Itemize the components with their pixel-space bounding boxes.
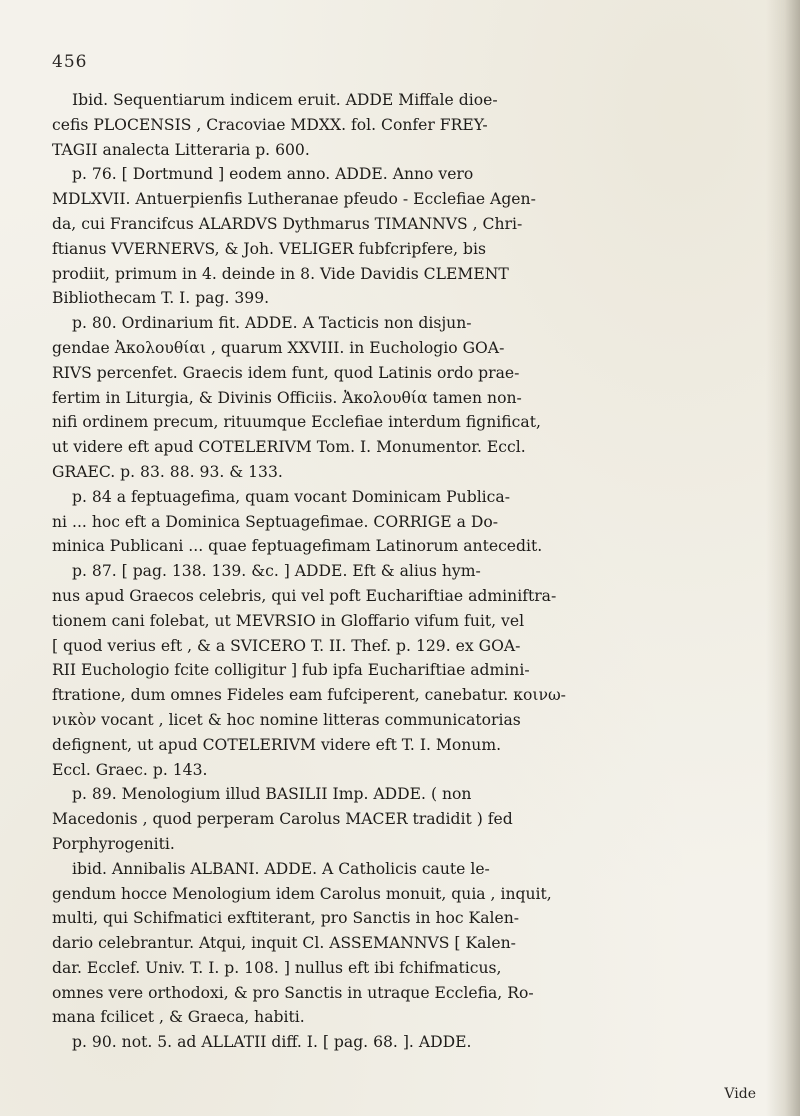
text-line: ftratione, dum omnes Fideles eam fufciperent, canebatur. κοινω- — [52, 686, 566, 705]
page-edge-shadow — [766, 0, 800, 1116]
text-line: dario celebrantur. Atqui, inquit Cl. ASSEMANNVS [ Kalen- — [52, 934, 516, 953]
text-line: minica Publicani ... quae feptuagefimam Latinorum antecedit. — [52, 537, 543, 556]
text-line: p. 87. [ pag. 138. 139. &c. ] ADDE. Eft & alius hym- — [72, 562, 481, 581]
text-line: mana fcilicet , & Graeca, habiti. — [52, 1008, 305, 1027]
text-line: MDLXVII. Antuerpienfis Lutheranae pfeudo - Ecclefiae Agen- — [52, 190, 536, 209]
text-line: ftianus VVERNERVS, & Joh. VELIGER fubfcripfere, bis — [52, 239, 486, 258]
text-line: fertim in Liturgia, & Divinis Officiis. Ἀκολουθία tamen non- — [52, 388, 522, 407]
page-number: 456 — [52, 52, 88, 72]
text-line: nus apud Graecos celebris, qui vel poft Euchariftiae adminiftra- — [52, 586, 557, 605]
text-line: gendum hocce Menologium idem Carolus monuit, quia , inquit, — [52, 884, 552, 903]
text-line: defignent, ut apud COTELERIVM videre eft T. I. Monum. — [52, 735, 502, 754]
text-line: Macedonis , quod perperam Carolus MACER tradidit ) fed — [52, 810, 513, 829]
text-line: p. 84 a feptuagefima, quam vocant Dominicam Publica- — [72, 487, 510, 506]
text-line: RIVS percenfet. Graecis idem funt, quod Latinis ordo prae- — [52, 363, 520, 382]
text-line: [ quod verius eft , & a SVICERO T. II. Thef. p. 129. ex GOA- — [52, 636, 521, 655]
text-line: Bibliothecam T. I. pag. 399. — [52, 289, 270, 308]
text-line: p. 76. [ Dortmund ] eodem anno. ADDE. Anno vero — [72, 165, 474, 184]
catchword: Vide — [724, 1086, 756, 1102]
text-line: ni ... hoc eft a Dominica Septuagefimae. CORRIGE a Do- — [52, 512, 498, 531]
text-line: prodiit, primum in 4. deinde in 8. Vide Davidis CLEMENT — [52, 264, 509, 283]
text-line: p. 80. Ordinarium fit. ADDE. A Tacticis non disjun- — [72, 314, 472, 333]
text-line: Ibid. Sequentiarum indicem eruit. ADDE Miffale dioe- — [72, 91, 498, 109]
text-line: νικὸν vocant , licet & hoc nomine litteras communicatorias — [52, 710, 521, 729]
text-line: Porphyrogeniti. — [52, 834, 175, 853]
body-text — [52, 88, 756, 1055]
text-line: ibid. Annibalis ALBANI. ADDE. A Catholicis caute le- — [72, 859, 490, 878]
text-line: omnes vere orthodoxi, & pro Sanctis in utraque Ecclefia, Ro- — [52, 983, 534, 1002]
text-line: RII Euchologio fcite colligitur ] fub ipfa Euchariftiae admini- — [52, 661, 530, 680]
text-line: dar. Ecclef. Univ. T. I. p. 108. ] nullus eft ibi fchifmaticus, — [52, 958, 502, 977]
text-line: TAGII analecta Litteraria p. 600. — [52, 140, 310, 159]
text-line: da, cui Francifcus ALARDVS Dythmarus TIMANNVS , Chri- — [52, 214, 523, 233]
text-line: cefis PLOCENSIS , Cracoviae MDXX. fol. Confer FREY- — [52, 115, 488, 134]
text-line: gendae Ἀκολουθίαι , quarum XXVIII. in Euchologio GOA- — [52, 338, 505, 357]
text-line: tionem cani folebat, ut MEVRSIO in Gloffario vifum fuit, vel — [52, 611, 525, 630]
text-line: multi, qui Schifmatici exftiterant, pro Sanctis in hoc Kalen- — [52, 909, 520, 928]
text-line: p. 90. not. 5. ad ALLATII diff. I. [ pag. 68. ]. ADDE. — [72, 1033, 472, 1052]
text-line: Eccl. Graec. p. 143. — [52, 760, 208, 779]
text-line: GRAEC. p. 83. 88. 93. & 133. — [52, 462, 283, 481]
text-line: p. 89. Menologium illud BASILII Imp. ADDE. ( non — [72, 785, 472, 804]
text-line: nifi ordinem precum, rituumque Ecclefiae interdum fignificat, — [52, 413, 541, 432]
text-line: ut videre eft apud COTELERIVM Tom. I. Monumentor. Eccl. — [52, 438, 526, 457]
